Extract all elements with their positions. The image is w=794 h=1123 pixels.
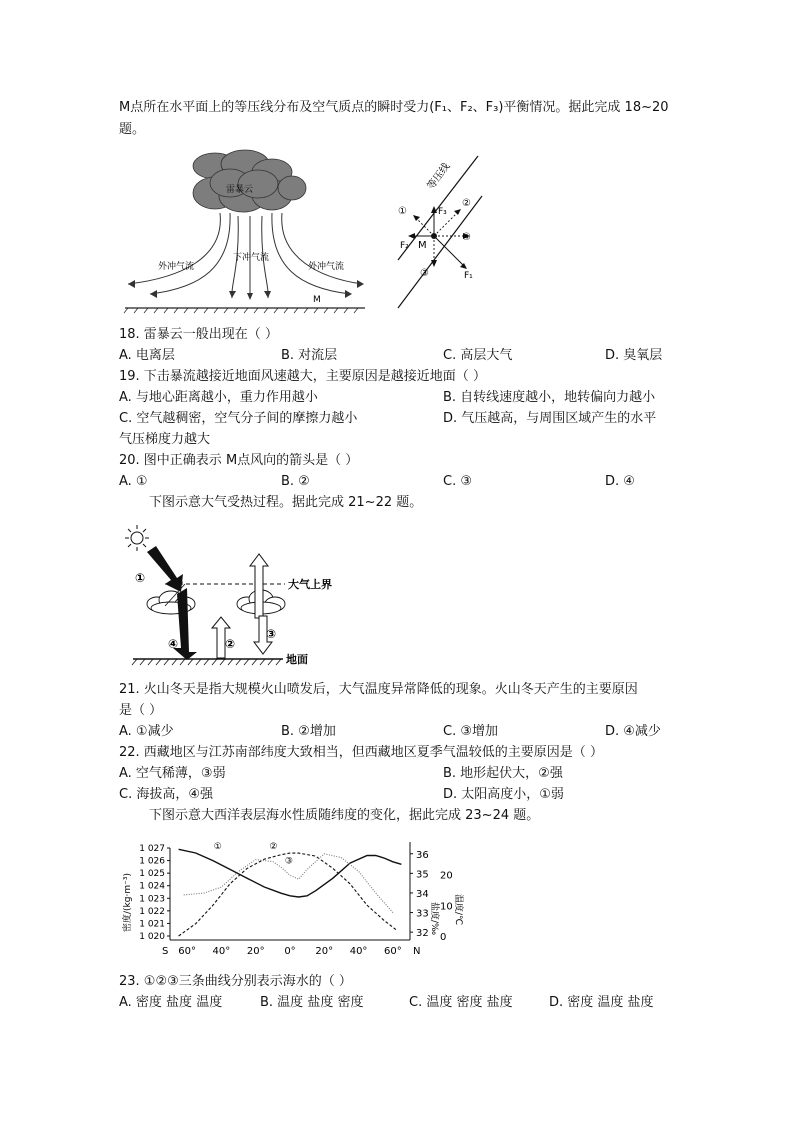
- q21-option-d[interactable]: D. ④减少: [605, 724, 661, 739]
- x-tick-label: 20°: [315, 946, 334, 957]
- q23-option-b[interactable]: B. 温度 盐度 密度: [260, 995, 364, 1010]
- q18-option-c[interactable]: C. 高层大气: [443, 348, 513, 363]
- q22-option-c[interactable]: C. 海拔高，④强: [119, 787, 213, 802]
- point-m2-label: M: [418, 240, 427, 251]
- x-tick-label: 40°: [349, 946, 368, 957]
- q20-option-a[interactable]: A. ①: [119, 474, 148, 489]
- atmosphere-top-label: 大气上界: [288, 578, 332, 591]
- force-balance-diagram: [390, 148, 490, 313]
- q22-option-b[interactable]: B. 地形起伏大，②强: [443, 766, 563, 781]
- arrow-4-label: ④: [462, 232, 471, 243]
- series-label-3: ③: [284, 856, 293, 867]
- ground-label: 地面: [286, 653, 308, 666]
- x-tick-label: 40°: [212, 946, 231, 957]
- q19-option-d-cont: 气压梯度力越大: [119, 432, 211, 447]
- q21-stem: 21. 火山冬天是指大规模火山喷发后，大气温度异常降低的现象。火山冬天产生的主要原因: [119, 682, 638, 697]
- y-left-tick-label: 1 027: [139, 844, 165, 854]
- q22-options-ab: [119, 764, 674, 784]
- series-label-1: ①: [213, 842, 222, 853]
- arrow-1-label: ①: [398, 206, 407, 217]
- y-right2-tick-label: 20: [440, 870, 453, 882]
- x-tick-label: 60°: [383, 946, 402, 957]
- y-left-tick-label: 1 022: [139, 906, 165, 917]
- y-right1-tick-label: 35: [416, 869, 429, 881]
- q19-stem: 19. 下击暴流越接近地面风速越大，主要原因是越接近地面（ ）: [119, 369, 486, 384]
- y-left-tick-label: 1 021: [139, 919, 165, 930]
- q20-option-b[interactable]: B. ②: [281, 474, 310, 489]
- q20-stem: 20. 图中正确表示 M点风向的箭头是（ ）: [119, 453, 359, 468]
- x-tick-label: 60°: [178, 946, 197, 957]
- y-right1-tick-label: 34: [416, 888, 429, 900]
- x-tick-label: N: [413, 946, 421, 957]
- q22-stem: 22. 西藏地区与江苏南部纬度大致相当，但西藏地区夏季气温较低的主要原因是（ ）: [119, 745, 603, 760]
- y-right2-tick-label: 10: [440, 901, 453, 913]
- atmospheric-heating-diagram: [125, 522, 355, 670]
- q23-option-a[interactable]: A. 密度 盐度 温度: [119, 995, 223, 1010]
- y-right1-tick-label: 36: [416, 849, 429, 861]
- ray-2-label: ②: [225, 637, 236, 651]
- arrow-2-label: ②: [462, 198, 471, 209]
- y-axis-right2-label: 温度/℃: [453, 894, 463, 926]
- isobar-label: 等压线: [425, 161, 453, 192]
- y-axis-right1-label: 盐度/‰: [429, 902, 439, 936]
- ray-1-label: ①: [135, 571, 146, 585]
- q19-option-c[interactable]: C. 空气越稠密，空气分子间的摩擦力越小: [119, 411, 358, 426]
- q19-options-cd: [119, 409, 674, 429]
- q19-options-ab: [119, 388, 674, 408]
- x-tick-label: S: [162, 946, 169, 957]
- q19-option-d[interactable]: D. 气压越高，与周围区域产生的水平: [443, 411, 657, 426]
- q19-option-a[interactable]: A. 与地心距离越小，重力作用越小: [119, 390, 318, 405]
- atlantic-properties-chart: [118, 832, 463, 964]
- q18-options: [119, 346, 674, 366]
- q22-options-cd: [119, 785, 674, 805]
- sun-icon: [125, 525, 149, 551]
- f3-label: F₃: [438, 207, 447, 217]
- y-right1-tick-label: 33: [416, 908, 429, 920]
- outflow-left-label: 外冲气流: [158, 262, 195, 272]
- arrow-3-label: ③: [420, 268, 429, 279]
- q18-option-d[interactable]: D. 臭氧层: [605, 348, 663, 363]
- f2-label: F₂: [400, 241, 409, 251]
- q21-stem-cont: 是（ ）: [119, 703, 163, 718]
- q20-option-c[interactable]: C. ③: [443, 474, 472, 489]
- q20-option-d[interactable]: D. ④: [605, 474, 635, 489]
- intro-2: 下图示意大气受热过程。据此完成 21~22 题。: [149, 495, 423, 510]
- x-tick-label: 20°: [246, 946, 265, 957]
- y-left-tick-label: 1 023: [139, 894, 165, 905]
- ray-3-label: ③: [266, 627, 277, 641]
- q23-options: [119, 993, 674, 1013]
- y-left-tick-label: 1 024: [139, 881, 165, 892]
- q23-option-d[interactable]: D. 密度 温度 盐度: [549, 995, 654, 1010]
- q18-stem: 18. 雷暴云一般出现在（ ）: [119, 327, 278, 342]
- q23-stem: 23. ①②③三条曲线分别表示海水的（ ）: [119, 974, 352, 989]
- q20-options: [119, 472, 674, 492]
- thunderstorm-diagram: [120, 148, 370, 313]
- f1-label: F₁: [464, 271, 473, 281]
- downdraft-label: 下冲气流: [233, 253, 270, 263]
- q18-option-a[interactable]: A. 电离层: [119, 348, 175, 363]
- q23-option-c[interactable]: C. 温度 密度 盐度: [409, 995, 513, 1010]
- q21-option-c[interactable]: C. ③增加: [443, 724, 498, 739]
- intro-line-1: M点所在水平面上的等压线分布及空气质点的瞬时受力(F₁、F₂、F₃)平衡情况。据此完成 18~20: [119, 100, 669, 115]
- cloud-label: 雷暴云: [226, 185, 254, 195]
- q21-options: [119, 722, 674, 742]
- outflow-right-label: 外冲气流: [308, 262, 345, 272]
- y-left-tick-label: 1 025: [139, 869, 165, 880]
- q18-option-b[interactable]: B. 对流层: [281, 348, 338, 363]
- y-right1-tick-label: 32: [416, 928, 429, 940]
- y-right2-tick-label: 0: [440, 932, 447, 943]
- q22-option-d[interactable]: D. 太阳高度小，①弱: [443, 787, 564, 802]
- q22-option-a[interactable]: A. 空气稀薄，③弱: [119, 766, 226, 781]
- point-m-label: M: [313, 295, 321, 305]
- q21-option-a[interactable]: A. ①减少: [119, 724, 174, 739]
- series-label-2: ②: [269, 842, 278, 853]
- intro-line-2: 题。: [119, 122, 146, 137]
- intro-3: 下图示意大西洋表层海水性质随纬度的变化，据此完成 23~24 题。: [149, 808, 540, 823]
- y-left-tick-label: 1 026: [139, 856, 165, 867]
- y-left-tick-label: 1 020: [139, 932, 165, 942]
- ray-4-label: ④: [168, 637, 179, 651]
- y-axis-left-label: 密度/(kg·m⁻³): [123, 873, 133, 932]
- x-tick-label: 0°: [284, 946, 296, 957]
- q19-option-b[interactable]: B. 自转线速度越小，地转偏向力越小: [443, 390, 656, 405]
- q21-option-b[interactable]: B. ②增加: [281, 724, 336, 739]
